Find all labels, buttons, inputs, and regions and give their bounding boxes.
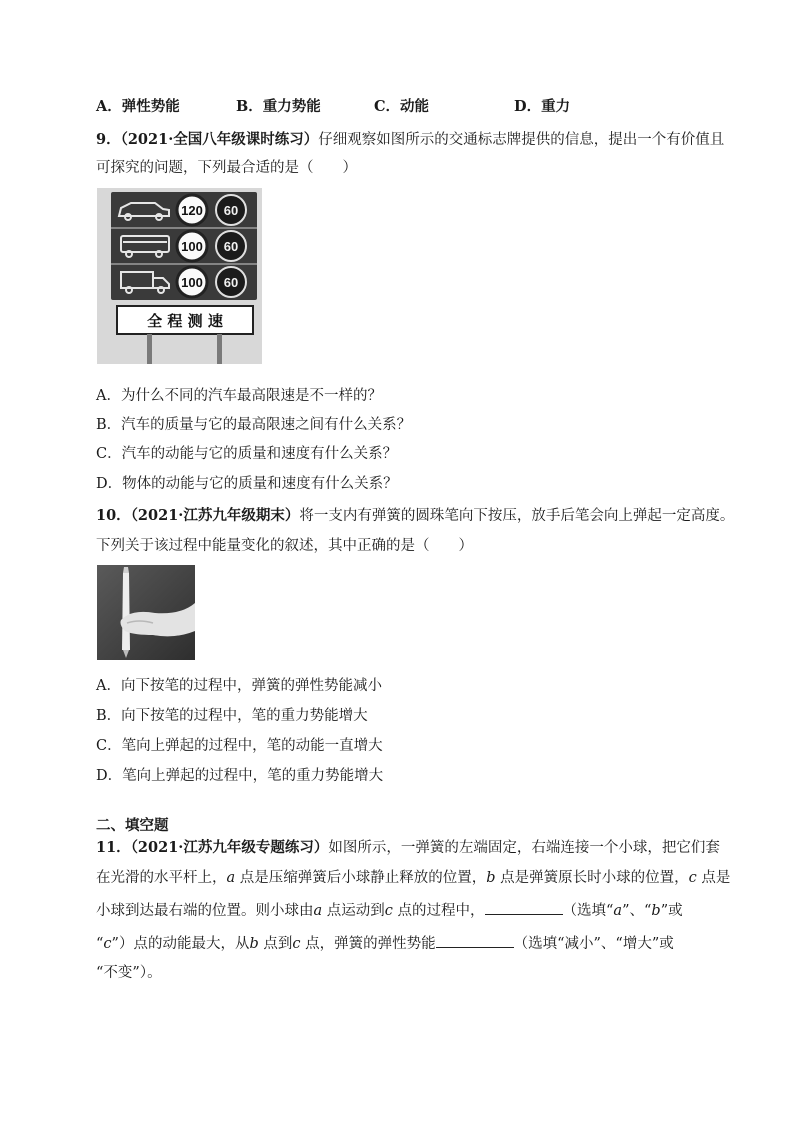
q10-option-c: C．笔向上弹起的过程中，笔的动能一直增大 <box>96 738 383 754</box>
q10-source: （2021·江苏九年级期末） <box>130 507 300 524</box>
q9-option-d: D．物体的动能与它的质量和速度有什么关系？ <box>96 476 398 492</box>
q11-text: ”、“ <box>622 903 652 919</box>
q8-option-a: A．弹性势能 <box>96 98 180 115</box>
sign-caption: 全 程 测 速 <box>147 312 223 330</box>
q11-text: 小球到达最右端的位置。则小球由 <box>96 903 314 919</box>
q11-text-1: 如图所示，一弹簧的左端固定，右端连接一个小球，把它们套 <box>328 840 720 856</box>
q11-number: 11． <box>96 839 131 856</box>
min-speed-2-text: 60 <box>223 239 239 254</box>
point-label: b <box>249 936 259 952</box>
speed-limit-max-3 <box>177 267 207 297</box>
q9-stem-line-1 <box>96 130 724 150</box>
q11-text: （选填“减小”、“增大”或 <box>513 936 674 952</box>
q11-text: 点到 <box>258 936 293 952</box>
q11-text: 点运动到 <box>322 903 385 919</box>
max-speed-1-text: 120 <box>181 203 203 218</box>
point-label: b <box>651 903 661 919</box>
point-label: c <box>688 870 697 886</box>
point-label: b <box>486 870 496 886</box>
q11-text: ”）点的动能最大，从 <box>111 936 250 952</box>
point-label: c <box>103 936 112 952</box>
speed-limit-min-2 <box>216 231 246 261</box>
q8-option-c: C．动能 <box>374 98 430 115</box>
traffic-sign-svg <box>97 188 262 364</box>
speed-limit-min-1 <box>216 195 246 225</box>
q10-stem-1: 将一支内有弹簧的圆珠笔向下按压，放手后笔会向上弹起一定高度。 <box>299 508 735 524</box>
point-label: c <box>292 936 301 952</box>
point-label: a <box>313 903 323 919</box>
speed-limit-min-3 <box>216 267 246 297</box>
q11-text: 点的过程中， <box>392 903 485 919</box>
point-label: a <box>613 903 623 919</box>
q11-text: 点是压缩弹簧后小球静止释放的位置， <box>235 870 487 886</box>
q11-text: （选填“ <box>562 903 614 919</box>
speed-limit-max-1 <box>177 195 207 225</box>
q11-text: ”或 <box>660 903 683 919</box>
q8-option-d: D．重力 <box>514 98 571 115</box>
q11-text: 点是弹簧原长时小球的位置， <box>495 870 689 886</box>
max-speed-2-text: 100 <box>181 239 203 254</box>
q8-option-b: B．重力势能 <box>236 98 321 115</box>
q10-option-d: D．笔向上弹起的过程中，笔的重力势能增大 <box>96 768 384 784</box>
q11-line-1 <box>96 838 720 858</box>
q9-option-c: C．汽车的动能与它的质量和速度有什么关系？ <box>96 446 398 462</box>
q11-text: “ <box>96 936 104 952</box>
q11-text: 在光滑的水平杆上， <box>96 870 227 886</box>
answer-blank-2[interactable] <box>436 933 514 948</box>
min-speed-3-text: 60 <box>223 275 239 290</box>
pen-press-photo <box>97 565 195 660</box>
traffic-sign-image <box>97 188 262 364</box>
q11-line-2 <box>96 868 730 888</box>
q11-text: 点，弹簧的弹性势能 <box>300 936 436 952</box>
q9-stem-1: 仔细观察如图所示的交通标志牌提供的信息，提出一个有价值且 <box>318 132 725 148</box>
q11-line-3 <box>96 900 683 921</box>
q11-text: 点是 <box>696 870 731 886</box>
q10-number: 10． <box>96 507 131 524</box>
q11-source: （2021·江苏九年级专题练习） <box>130 839 329 856</box>
q10-stem-line-1 <box>96 506 734 526</box>
speed-limit-max-2 <box>177 231 207 261</box>
max-speed-3-text: 100 <box>181 275 203 290</box>
q9-source: （2021·全国八年级课时练习） <box>120 131 319 148</box>
q9-option-a: A．为什么不同的汽车最高限速是不一样的？ <box>96 388 382 404</box>
q10-option-a: A．向下按笔的过程中，弹簧的弹性势能减小 <box>96 678 382 694</box>
answer-blank-1[interactable] <box>485 900 563 915</box>
q9-number: 9． <box>96 131 121 148</box>
min-speed-1-text: 60 <box>223 203 239 218</box>
hand-pen-svg <box>97 565 195 660</box>
q10-stem-line-2: 下列关于该过程中能量变化的叙述，其中正确的是（ ） <box>96 538 473 554</box>
point-label: a <box>226 870 236 886</box>
q10-option-b: B．向下按笔的过程中，笔的重力势能增大 <box>96 708 368 724</box>
point-label: c <box>384 903 393 919</box>
q9-stem-line-2: 可探究的问题，下列最合适的是（ ） <box>96 160 357 176</box>
q11-line-4 <box>96 933 674 954</box>
section-title: 二、填空题 <box>96 817 169 834</box>
q11-line-5: “不变”）。 <box>96 965 162 981</box>
q9-option-b: B．汽车的质量与它的最高限速之间有什么关系？ <box>96 417 412 433</box>
